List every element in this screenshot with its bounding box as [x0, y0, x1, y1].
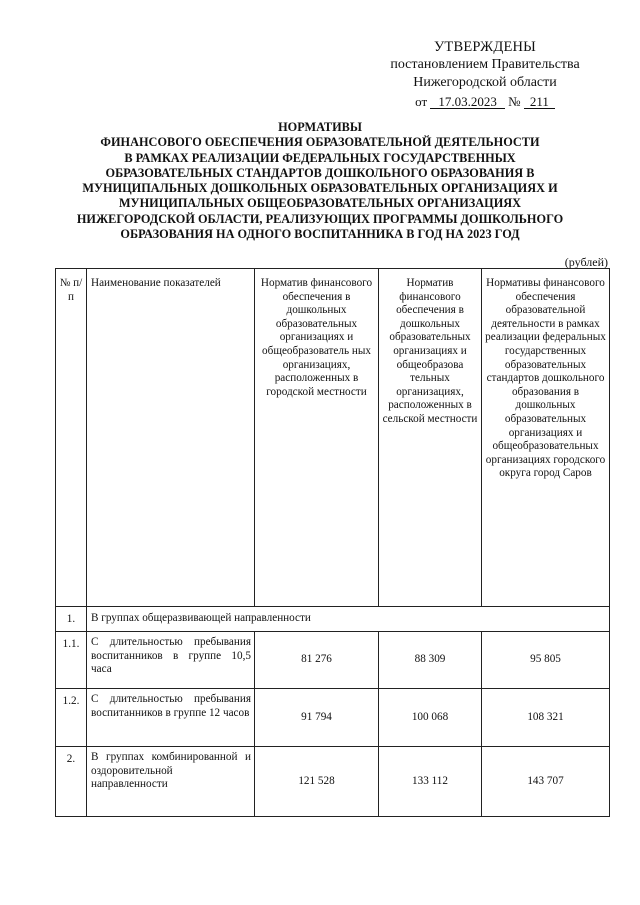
- row-number: 1.2.: [56, 689, 87, 747]
- heading-line: НОРМАТИВЫ: [278, 120, 362, 134]
- currency-unit: (рублей): [564, 255, 608, 269]
- row-number: 1.: [56, 607, 87, 632]
- value-urban: 91 794: [255, 689, 379, 747]
- heading-line: МУНИЦИПАЛЬНЫХ ОБЩЕОБРАЗОВАТЕЛЬНЫХ ОРГАНИЗАЦИЯХ: [118, 196, 522, 211]
- value-sarov: 143 707: [482, 747, 610, 817]
- row-name: В группах комбинированной и оздоровительной направленности: [87, 747, 255, 817]
- value-urban: 81 276: [255, 632, 379, 689]
- approval-number: 211: [524, 95, 555, 109]
- approval-stamp: [330, 38, 640, 111]
- value-urban: 121 528: [255, 747, 379, 817]
- heading-line: МУНИЦИПАЛЬНЫХ ДОШКОЛЬНЫХ ОБРАЗОВАТЕЛЬНЫХ ОРГАНИЗАЦИЯХ И: [82, 181, 558, 196]
- value-sarov: 95 805: [482, 632, 610, 689]
- approval-date-line: [330, 93, 640, 111]
- approval-date: 17.03.2023: [430, 95, 505, 109]
- table-row: [56, 632, 610, 689]
- header-norm-rural: Норматив финансового обеспечения в дошкольных образовательных организациях и общеобразова тельных организациях, расположенных в сельской местности: [379, 269, 482, 607]
- row-name: С длительностью пребывания воспитанников в группе 12 часов: [87, 689, 255, 747]
- heading-line: НИЖЕГОРОДСКОЙ ОБЛАСТИ, РЕАЛИЗУЮЩИХ ПРОГРАММЫ ДОШКОЛЬНОГО: [76, 211, 564, 226]
- document-heading: [60, 120, 580, 242]
- row-number: 1.1.: [56, 632, 87, 689]
- heading-line: ОБРАЗОВАТЕЛЬНЫХ СТАНДАРТОВ ДОШКОЛЬНОГО ОБРАЗОВАНИЯ В: [105, 165, 535, 180]
- table-row: [56, 689, 610, 747]
- value-rural: 100 068: [379, 689, 482, 747]
- header-number: № п/п: [56, 269, 87, 607]
- heading-line: В РАМКАХ РЕАЛИЗАЦИИ ФЕДЕРАЛЬНЫХ ГОСУДАРСТВЕННЫХ: [124, 150, 516, 165]
- heading-line: ОБРАЗОВАНИЯ НА ОДНОГО ВОСПИТАННИКА В ГОД НА 2023 ГОД: [120, 227, 520, 242]
- row-section-title: В группах общеразвивающей направленности: [87, 607, 610, 632]
- approval-line-1: постановлением Правительства: [390, 57, 580, 72]
- header-name: Наименование показателей: [87, 269, 255, 607]
- value-rural: 133 112: [379, 747, 482, 817]
- approval-title: УТВЕРЖДЕНЫ: [433, 39, 537, 55]
- header-norm-urban: Норматив финансового обеспечения в дошкольных образовательных организациях и общеобразователь ных организациях, расположенных в городской местности: [255, 269, 379, 607]
- table-row: [56, 607, 610, 632]
- row-number: 2.: [56, 747, 87, 817]
- norms-table: [55, 268, 610, 817]
- number-sign: №: [508, 94, 521, 109]
- date-prefix: от: [415, 94, 428, 109]
- heading-line: ФИНАНСОВОГО ОБЕСПЕЧЕНИЯ ОБРАЗОВАТЕЛЬНОЙ ДЕЯТЕЛЬНОСТИ: [100, 135, 540, 150]
- header-norm-sarov: Нормативы финансового обеспечения образовательной деятельности в рамках реализации федеральных государственных образовательных стандартов дошкольного образования в дошкольных образовательных организациях и общеобразовательных организациях городского округа город Саров: [482, 269, 610, 607]
- table-header-row: [56, 269, 610, 607]
- row-name: С длительностью пребывания воспитанников в группе 10,5 часа: [87, 632, 255, 689]
- table-row: [56, 747, 610, 817]
- value-rural: 88 309: [379, 632, 482, 689]
- value-sarov: 108 321: [482, 689, 610, 747]
- approval-line-2: Нижегородской области: [413, 75, 557, 90]
